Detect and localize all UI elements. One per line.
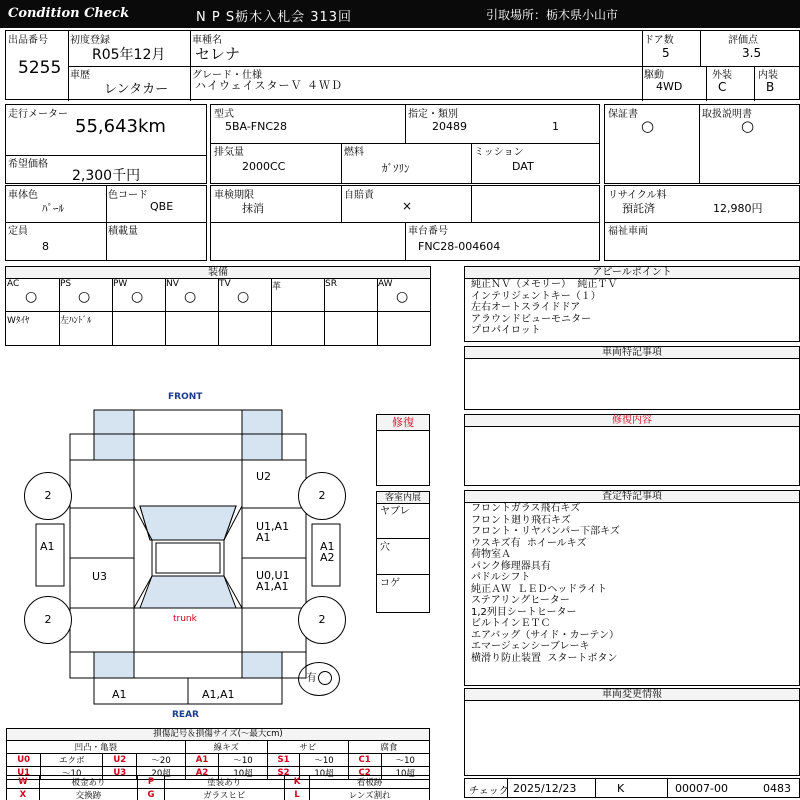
legend-table-2 xyxy=(6,775,430,800)
recycle-amount: 12,980円 xyxy=(713,202,763,215)
equipment-mark: ○ xyxy=(78,289,91,305)
equipment-label: NV xyxy=(166,279,179,289)
note-line: ビルトインＥＴＣ xyxy=(471,618,551,629)
insurance-label: 自賠責 xyxy=(344,190,374,201)
legend-desc: ～10 xyxy=(381,754,429,767)
mission-label: ミッション xyxy=(474,147,524,158)
exterior-label: 外装 xyxy=(712,70,732,81)
drive-label: 駆動 xyxy=(644,70,664,81)
mark-right-slide-2: A1,A1 xyxy=(256,580,289,593)
equipment-label: TV xyxy=(219,279,231,289)
legend-code: U0 xyxy=(7,754,41,767)
footer-check xyxy=(464,778,800,798)
legend-group-dent: 凹凸・亀裂 xyxy=(7,741,186,754)
mission: DAT xyxy=(512,160,534,173)
grade: ハイウェイスターＶ ４ＷＤ xyxy=(195,79,343,92)
classification: 1 xyxy=(552,120,559,133)
designation: 20489 xyxy=(432,120,467,133)
auction-name: N P S栃木入札会 313回 xyxy=(196,10,353,25)
legend-code: K xyxy=(284,776,309,789)
doors-label: ドア数 xyxy=(644,35,674,46)
equipment-mark: ○ xyxy=(237,289,250,305)
legend-table xyxy=(6,740,430,780)
equipment-mark: ○ xyxy=(396,289,409,305)
legend-code: C1 xyxy=(348,754,381,767)
note-line: プロパイロット xyxy=(471,325,541,336)
car-diagram xyxy=(0,390,375,720)
legend-desc: ～20 xyxy=(137,754,185,767)
header-bar xyxy=(0,0,800,28)
interior-damage xyxy=(376,491,430,613)
appeal-points xyxy=(464,266,800,342)
displacement: 2000CC xyxy=(242,160,286,173)
repair-content-title: 修復内容 xyxy=(465,415,799,427)
legend-title: 損傷記号＆損傷サイズ(～最大cm) xyxy=(6,728,430,740)
note-line: エマージェンシーブレーキ xyxy=(471,641,590,652)
interior-grade: B xyxy=(766,80,775,94)
equipment-label: AW xyxy=(378,279,393,289)
repair-box xyxy=(376,414,430,486)
first-reg-label: 初度登録 xyxy=(70,35,110,46)
load-label: 積載量 xyxy=(108,226,138,237)
legend-code: U2 xyxy=(103,754,137,767)
color-code: QBE xyxy=(150,200,174,213)
insurance: × xyxy=(402,199,413,213)
equipment-extra: Wﾀｲﾔ xyxy=(7,316,30,326)
first-registration: R05年12月 xyxy=(92,47,166,63)
legend-code: X xyxy=(7,789,40,800)
welfare-label: 福祉車両 xyxy=(608,226,648,237)
check-label: チェック xyxy=(469,786,509,797)
displacement-label: 排気量 xyxy=(214,147,244,158)
chassis-number: FNC28-004604 xyxy=(418,240,501,253)
trunk-label: trunk xyxy=(173,614,197,624)
exterior-grade: C xyxy=(718,80,727,94)
note-line: フロント・リヤバンパー下部キズ xyxy=(471,526,620,537)
equipment-table xyxy=(5,266,431,346)
mark-right-mirror-1: A1 xyxy=(320,540,335,553)
drive: 4WD xyxy=(656,80,683,93)
legend-group-corrosion: 腐食 xyxy=(348,741,429,754)
pickup-location: 引取場所：栃木県小山市 xyxy=(486,8,619,22)
designation-label: 指定・類別 xyxy=(408,109,458,120)
legend-desc: ～10 xyxy=(300,754,348,767)
interior-tear: ヤブレ xyxy=(380,506,410,517)
special-notes-title: 車両特記事項 xyxy=(465,347,799,359)
recycle-status: 預託済 xyxy=(622,202,655,215)
capacity-label: 定員 xyxy=(8,226,28,237)
warranty-label: 保証書 xyxy=(608,109,638,120)
spare-tire xyxy=(298,662,340,696)
equipment-label: AC xyxy=(7,279,20,289)
note-line: フロントガラス飛石キズ xyxy=(471,503,581,514)
note-line: インテリジェントキー（１） xyxy=(471,290,601,302)
lot-number: 5255 xyxy=(18,58,62,78)
equipment-label: PS xyxy=(60,279,72,289)
inspection-expiry: 抹消 xyxy=(242,202,264,215)
legend-desc: 看板跡 xyxy=(310,776,430,789)
note-line: 純正ＡＷ ＬＥＤヘッドライト xyxy=(471,583,608,595)
note-line: パドルシフト xyxy=(471,572,531,583)
equipment-title: 装備 xyxy=(6,267,430,279)
recycle-label: リサイクル料 xyxy=(608,190,667,201)
note-line: パンク修理器具有 xyxy=(471,560,551,572)
note-line: フロント廻り飛石キズ xyxy=(471,514,571,526)
inspector-notes-title: 査定特記事項 xyxy=(465,491,799,503)
legend-desc: 20超 xyxy=(137,767,185,780)
equipment-label: SR xyxy=(325,279,337,289)
document-number: 0483 xyxy=(763,782,791,795)
spare-tire-status: 有 xyxy=(306,673,317,684)
note-line: 純正ＮＶ（メモリー） 純正ＴＶ xyxy=(471,279,618,290)
mark-right-door-1: U1,A1 xyxy=(256,520,290,533)
mark-right-mirror-2: A2 xyxy=(320,551,335,564)
repair-content xyxy=(464,414,800,486)
note-line: アラウンドビューモニター xyxy=(471,313,591,325)
legend-code: U1 xyxy=(7,767,41,780)
legend-desc: ～10 xyxy=(219,754,267,767)
legend-desc: エクボ xyxy=(41,754,103,767)
price-label: 希望価格 xyxy=(8,159,48,170)
mileage: 55,643km xyxy=(75,116,166,137)
legend-desc: 塗装あり xyxy=(164,776,284,789)
history-label: 車歴 xyxy=(70,70,90,81)
mileage-label: 走行メーター xyxy=(8,109,68,120)
legend-desc: 10超 xyxy=(300,767,348,780)
mark-left-mirror: A1 xyxy=(40,540,55,553)
mark-right-door-2: A1 xyxy=(256,531,271,544)
legend-code: S2 xyxy=(267,767,300,780)
equipment-extra: 左ﾊﾝﾄﾞﾙ xyxy=(60,316,92,326)
warranty-mark: ○ xyxy=(641,117,655,135)
color-label: 車体色 xyxy=(8,190,38,201)
legend-code: A2 xyxy=(185,767,219,780)
legend-desc: 10超 xyxy=(219,767,267,780)
manual-label: 取扱説明書 xyxy=(702,109,752,120)
legend-code: G xyxy=(138,789,165,800)
legend-desc: 交換跡 xyxy=(39,789,137,800)
note-line: 左右オートスライドドア xyxy=(471,302,581,313)
note-line: ステアリングヒーター xyxy=(471,595,570,606)
equipment-mark: ○ xyxy=(131,289,144,305)
note-line: 1,2列目シートヒーター xyxy=(471,606,577,618)
legend-group-scratch: 線キズ xyxy=(185,741,267,754)
spare-tire-icon xyxy=(318,671,332,685)
repair-title: 修復 xyxy=(377,415,429,431)
model-label: 型式 xyxy=(214,109,234,120)
equipment-mark: ○ xyxy=(184,289,197,305)
grade-label: グレード・仕様 xyxy=(192,70,262,81)
legend-code: L xyxy=(284,789,309,800)
inspector-code: K xyxy=(617,782,625,795)
tire-rear-left: 2 xyxy=(24,596,72,644)
change-info xyxy=(464,688,800,776)
interior-label: 内装 xyxy=(758,70,778,81)
mark-right-slide-1: U0,U1 xyxy=(256,569,290,582)
score: 3.5 xyxy=(742,46,762,60)
fuel-label: 燃料 xyxy=(344,147,364,158)
legend-desc: 10超 xyxy=(381,767,429,780)
mark-right-front: U2 xyxy=(256,470,272,483)
note-line: 横滑り防止装置 スタートボタン xyxy=(471,652,618,664)
legend-code: W xyxy=(7,776,40,789)
history: レンタカー xyxy=(104,82,169,97)
model-code: 5BA-FNC28 xyxy=(225,120,288,133)
fuel: ｶﾞｿﾘﾝ xyxy=(382,162,410,175)
legend-code: C2 xyxy=(348,767,381,780)
legend-code: S1 xyxy=(267,754,300,767)
legend-desc: レンズ割れ xyxy=(310,789,430,800)
mark-left-rear-door: U3 xyxy=(92,570,108,583)
chassis-label: 車台番号 xyxy=(408,226,448,237)
front-label: FRONT xyxy=(168,392,203,402)
interior-burn: コゲ xyxy=(380,578,400,589)
note-line: エアバッグ（サイド・カーテン） xyxy=(471,629,619,641)
equipment-mark: ○ xyxy=(25,289,38,305)
appeal-title: アピールポイント xyxy=(465,267,799,279)
capacity: 8 xyxy=(42,240,49,253)
tire-front-right: 2 xyxy=(298,472,346,520)
score-label: 評価点 xyxy=(728,35,758,46)
change-info-title: 車両変更情報 xyxy=(465,689,799,701)
header-title: Condition Check xyxy=(8,6,130,21)
mark-rear-bumper-right: A1,A1 xyxy=(202,688,235,701)
document-code: 00007-00 xyxy=(675,782,728,795)
lot-label: 出品番号 xyxy=(8,35,48,46)
body-color: ﾊﾟｰﾙ xyxy=(42,202,64,215)
legend-group-rust: サビ xyxy=(267,741,348,754)
special-notes xyxy=(464,346,800,410)
note-line: ウスキズ有 ホイールキズ xyxy=(471,537,587,549)
note-line: 荷物室Ａ xyxy=(471,549,511,560)
legend-code: A1 xyxy=(185,754,219,767)
interior-damage-title: 客室内展 xyxy=(377,492,429,504)
legend-desc: ～10 xyxy=(41,767,103,780)
car-name: セレナ xyxy=(195,45,241,63)
manual-mark: ○ xyxy=(741,117,755,135)
mark-rear-bumper-left: A1 xyxy=(112,688,127,701)
color-code-label: 色コード xyxy=(108,190,148,201)
equipment-label: PW xyxy=(113,279,128,289)
interior-hole: 穴 xyxy=(380,542,390,553)
inspection-box xyxy=(210,185,600,261)
legend-code: U3 xyxy=(103,767,137,780)
inspector-notes xyxy=(464,490,800,686)
car-name-label: 車種名 xyxy=(192,35,222,46)
doors: 5 xyxy=(662,46,670,60)
tire-front-left: 2 xyxy=(24,472,72,520)
inspection-label: 車検期限 xyxy=(214,190,254,201)
check-date: 2025/12/23 xyxy=(513,782,577,795)
rear-label: REAR xyxy=(172,710,199,720)
equipment-label: 革 xyxy=(272,282,282,292)
price: 2,300千円 xyxy=(72,168,141,184)
tire-rear-right: 2 xyxy=(298,596,346,644)
legend-code: P xyxy=(138,776,165,789)
legend-desc: ガラスヒビ xyxy=(164,789,284,800)
legend-desc: 板金あり xyxy=(39,776,137,789)
